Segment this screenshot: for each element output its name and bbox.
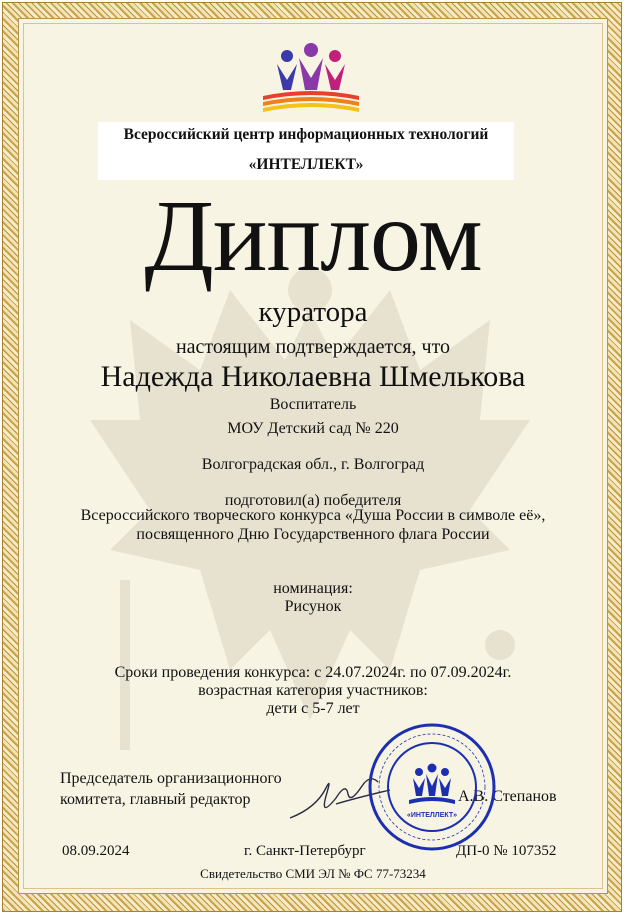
recipient-name: Надежда Николаевна Шмелькова bbox=[100, 360, 526, 393]
nomination-label: номинация: bbox=[273, 580, 353, 597]
nomination-value: Рисунок bbox=[284, 598, 342, 615]
organization-name: Всероссийский центр информационных технологий bbox=[123, 126, 489, 143]
stamp-center-text: «ИНТЕЛЛЕКТ» bbox=[406, 812, 458, 819]
official-stamp bbox=[367, 722, 497, 852]
organization-header bbox=[98, 122, 514, 180]
issue-city: г. Санкт-Петербург bbox=[244, 843, 366, 859]
region: Волгоградская обл., г. Волгоград bbox=[201, 456, 425, 473]
chairman-line-2: комитета, главный редактор bbox=[60, 791, 251, 808]
prepared-text: подготовил(а) победителя bbox=[224, 492, 402, 509]
diploma-subtitle: куратора bbox=[258, 296, 368, 328]
confirmation-text: настоящим подтверждается, что bbox=[175, 336, 451, 358]
intellect-logo bbox=[255, 42, 367, 122]
age-category-label: возрастная категория участников: bbox=[198, 682, 428, 699]
institution: МОУ Детский сад № 220 bbox=[227, 420, 399, 437]
signer-name: А.В. Степанов bbox=[458, 788, 557, 805]
contest-name: Всероссийского творческого конкурса «Душа России в символе её», bbox=[80, 507, 546, 524]
media-certificate: Свидетельство СМИ ЭЛ № ФС 77-73234 bbox=[200, 866, 426, 881]
chairman-line-1: Председатель организационного bbox=[60, 770, 282, 787]
issue-date: 08.09.2024 bbox=[62, 843, 130, 859]
document-number: ДП-0 № 107352 bbox=[456, 843, 557, 859]
contest-dedication: посвященного Дню Государственного флага России bbox=[136, 526, 490, 543]
age-category-value: дети с 5-7 лет bbox=[266, 700, 360, 717]
chairman-title bbox=[60, 768, 282, 810]
recipient-position: Воспитатель bbox=[269, 396, 357, 413]
contest-dates: Сроки проведения конкурса: с 24.07.2024г. по 07.09.2024г. bbox=[114, 664, 512, 681]
organization-brand: «ИНТЕЛЛЕКТ» bbox=[248, 156, 364, 173]
diploma-title: Диплом bbox=[144, 180, 482, 293]
